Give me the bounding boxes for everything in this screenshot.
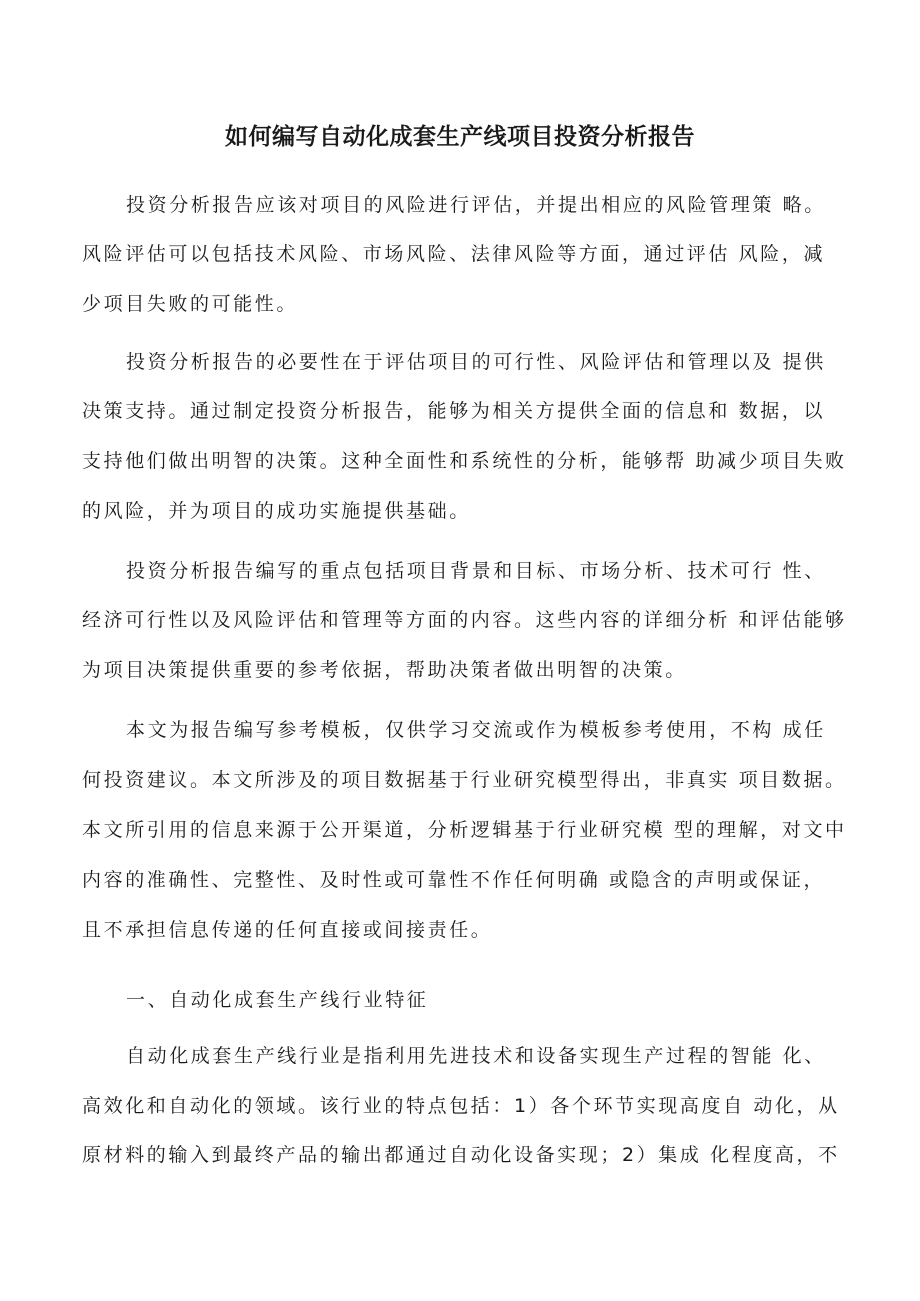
paragraph-line: 经济可行性以及风险评估和管理等方面的内容。这些内容的详细分析 和评估能够 [82,609,847,631]
paragraph-line: 支持他们做出明智的决策。这种全面性和系统性的分析，能够帮 助减少项目失败 [82,450,847,472]
paragraph-line: 投资分析报告应该对项目的风险进行评估，并提出相应的风险管理策 略。 [126,194,826,216]
paragraph-line: 决策支持。通过制定投资分析报告，能够为相关方提供全面的信息和 数据，以 [82,400,826,422]
document-title: 如何编写自动化成套生产线项目投资分析报告 [225,124,695,150]
paragraph-line: 风险评估可以包括技术风险、市场风险、法律风险等方面，通过评估 风险，减 [82,243,826,265]
paragraph-line: 的风险，并为项目的成功实施提供基础。 [82,500,471,522]
paragraph-line: 投资分析报告的必要性在于评估项目的可行性、风险评估和管理以及 提供 [126,351,826,373]
paragraph-line: 且不承担信息传递的任何直接或间接责任。 [82,919,493,941]
paragraph-line: 投资分析报告编写的重点包括项目背景和目标、市场分析、技术可行 性、 [126,560,826,582]
section-heading: 一、自动化成套生产线行业特征 [126,989,429,1011]
paragraph-line: 原材料的输入到最终产品的输出都通过自动化设备实现；2）集成 化程度高，不 [82,1144,840,1166]
paragraph-line: 本文所引用的信息来源于公开渠道，分析逻辑基于行业研究模 型的理解，对文中 [82,819,847,841]
paragraph-line: 自动化成套生产线行业是指利用先进技术和设备实现生产过程的智能 化、 [126,1045,826,1067]
paragraph-line: 内容的准确性、完整性、及时性或可靠性不作任何明确 或隐含的声明或保证， [82,869,826,891]
paragraph-line: 高效化和自动化的领域。该行业的特点包括：1）各个环节实现高度自 动化，从 [82,1095,840,1117]
paragraph-line: 何投资建议。本文所涉及的项目数据基于行业研究模型得出，非真实 项目数据。 [82,769,847,791]
paragraph-line: 本文为报告编写参考模板，仅供学习交流或作为模板参考使用，不构 成任 [126,719,826,741]
paragraph-line: 少项目失败的可能性。 [82,293,299,315]
paragraph-line: 为项目决策提供重要的参考依据，帮助决策者做出明智的决策。 [82,659,687,681]
